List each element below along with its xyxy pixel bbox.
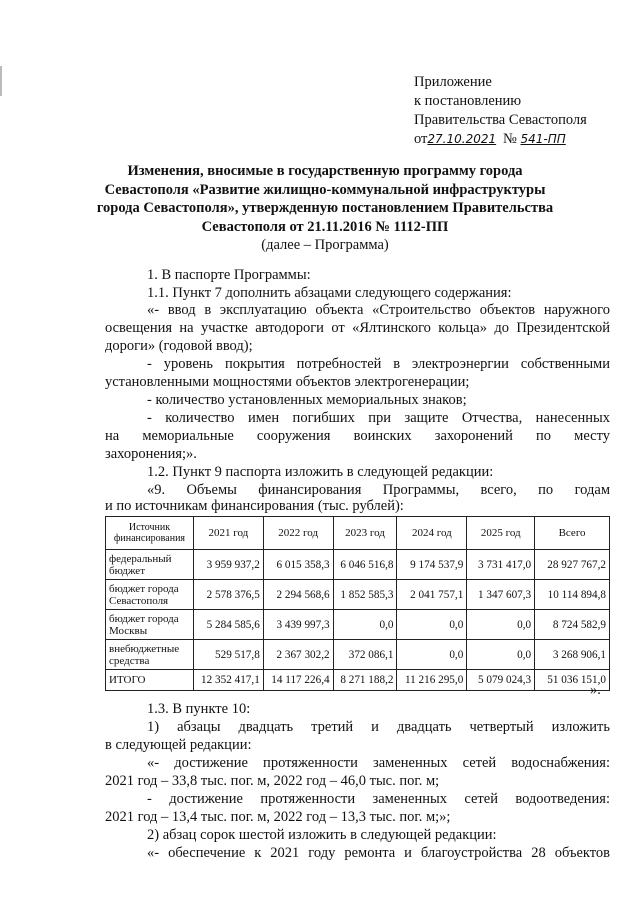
table-header-row [106, 517, 610, 550]
table-cell: 14 117 226,4 [263, 670, 333, 691]
table-cell: 5 079 024,3 [467, 670, 535, 691]
handwritten-date: 27.10.2021 [427, 132, 497, 146]
paragraph-2-line1: - уровень покрытия потребностей в электроэнергии собственными [147, 356, 610, 372]
table-cell: 12 352 417,1 [193, 670, 263, 691]
table-cell: 372 086,1 [333, 640, 397, 670]
table-cell: 0,0 [397, 640, 467, 670]
document-title [60, 162, 590, 236]
paragraph-7-line2: 2021 год – 33,8 тыс. пог. м, 2022 год – 46,0 тыс. пог. м; [105, 773, 440, 789]
table-cell: 2 367 302,2 [263, 640, 333, 670]
appendix-block [414, 73, 587, 149]
table-row [106, 640, 610, 670]
table-cell: 51 036 151,0 [535, 670, 610, 691]
table-row [106, 580, 610, 610]
table-header-cell: 2021 год [193, 517, 263, 550]
table-close-quote: ». [590, 682, 601, 698]
table-cell: 2 294 568,6 [263, 580, 333, 610]
scan-edge-mark [0, 66, 2, 96]
paragraph-4-line1: - количество имен погибших при защите Отчества, нанесенных [147, 410, 610, 426]
table-cell: 10 114 894,8 [535, 580, 610, 610]
section-1-1: 1.1. Пункт 7 дополнить абзацами следующего содержания: [147, 285, 512, 301]
table-cell: 1 347 607,3 [467, 580, 535, 610]
appendix-date-line [414, 130, 587, 149]
section-1-2: 1.2. Пункт 9 паспорта изложить в следующей редакции: [147, 464, 494, 480]
table-cell: 529 517,8 [193, 640, 263, 670]
table-cell: 1 852 585,3 [333, 580, 397, 610]
table-header-cell: 2023 год [333, 517, 397, 550]
paragraph-10-line1: «- обеспечение к 2021 году ремонта и благоустройства 28 объектов [147, 845, 610, 861]
paragraph-6-line2: в следующей редакции: [105, 737, 252, 753]
table-cell: 0,0 [467, 640, 535, 670]
paragraph-1-line2: освещения на участке автодороги от «Ялтинского кольца» до Президентской [105, 320, 610, 336]
paragraph-1-line3: дороги» (годовой ввод); [105, 338, 253, 354]
paragraph-6-line1: 1) абзацы двадцать третий и двадцать четвертый изложить [147, 719, 610, 735]
table-cell: 8 724 582,9 [535, 610, 610, 640]
paragraph-1-line1: «- ввод в эксплуатацию объекта «Строительство объектов наружного [147, 302, 610, 318]
title-line2: Севастополя «Развитие жилищно-коммунальной инфраструктуры [104, 181, 546, 198]
table-cell-source: ИТОГО [106, 670, 194, 691]
table-cell: 8 271 188,2 [333, 670, 397, 691]
section-1-3: 1.3. В пункте 10: [147, 701, 251, 717]
paragraph-4-line2: на мемориальные сооружения воинских захоронений по месту [105, 428, 610, 444]
table-cell: 9 174 537,9 [397, 550, 467, 580]
table-cell: 0,0 [397, 610, 467, 640]
table-header-cell: 2024 год [397, 517, 467, 550]
table-cell: 11 216 295,0 [397, 670, 467, 691]
table-cell: 2 041 757,1 [397, 580, 467, 610]
table-cell: 2 578 376,5 [193, 580, 263, 610]
paragraph-7-line1: «- достижение протяженности замененных сетей водоснабжения: [147, 755, 610, 771]
paragraph-5-line2: и по источникам финансирования (тыс. рублей): [105, 498, 404, 514]
title-line3: города Севастополя», утвержденную постановлением Правительства [96, 200, 554, 216]
table-total-row [106, 670, 610, 691]
financing-table [105, 516, 610, 691]
table-cell: 3 959 937,2 [193, 550, 263, 580]
table-cell: 6 015 358,3 [263, 550, 333, 580]
table-cell-source: бюджет города Москвы [106, 610, 194, 640]
number-prefix: № [503, 131, 517, 147]
title-line4: Севастополя от 21.11.2016 № 1112-ПП [201, 218, 449, 235]
paragraph-4-line3: захоронения;». [105, 446, 197, 462]
table-cell-source: федеральный бюджет [106, 550, 194, 580]
table-cell: 28 927 767,2 [535, 550, 610, 580]
paragraph-3: - количество установленных мемориальных знаков; [147, 392, 467, 408]
table-row [106, 610, 610, 640]
paragraph-8-line1: - достижение протяженности замененных сетей водоотведения: [147, 791, 610, 807]
table-header-cell: Источник финансирования [106, 517, 194, 550]
title-line1: Изменения, вносимые в государственную программу города [127, 163, 523, 179]
paragraph-2-line2: установленными мощностями объектов электрогенерации; [105, 374, 470, 390]
table-cell: 0,0 [467, 610, 535, 640]
appendix-line1: Приложение [414, 74, 492, 90]
table-header-cell: 2025 год [467, 517, 535, 550]
paragraph-9: 2) абзац сорок шестой изложить в следующей редакции: [147, 827, 497, 843]
paragraph-5-line1: «9. Объемы финансирования Программы, всего, по годам [147, 482, 610, 498]
table-cell: 5 284 585,6 [193, 610, 263, 640]
appendix-line2: к постановлению [414, 93, 522, 109]
date-prefix: от [414, 131, 428, 147]
table-cell: 3 731 417,0 [467, 550, 535, 580]
appendix-line3: Правительства Севастополя [414, 112, 587, 128]
table-cell: 0,0 [333, 610, 397, 640]
table-row [106, 550, 610, 580]
table-cell-source: внебюджетные средства [106, 640, 194, 670]
table-cell: 3 439 997,3 [263, 610, 333, 640]
table-header-cell: Всего [535, 517, 610, 550]
table-cell-source: бюджет города Севастополя [106, 580, 194, 610]
section-1: 1. В паспорте Программы: [147, 267, 311, 283]
paragraph-8-line2: 2021 год – 13,4 тыс. пог. м, 2022 год – 13,3 тыс. пог. м;»; [105, 809, 451, 825]
table-header-cell: 2022 год [263, 517, 333, 550]
handwritten-number: 541-ПП [520, 132, 566, 146]
table-cell: 3 268 906,1 [535, 640, 610, 670]
table-cell: 6 046 516,8 [333, 550, 397, 580]
document-subtitle: (далее – Программа) [261, 237, 389, 253]
